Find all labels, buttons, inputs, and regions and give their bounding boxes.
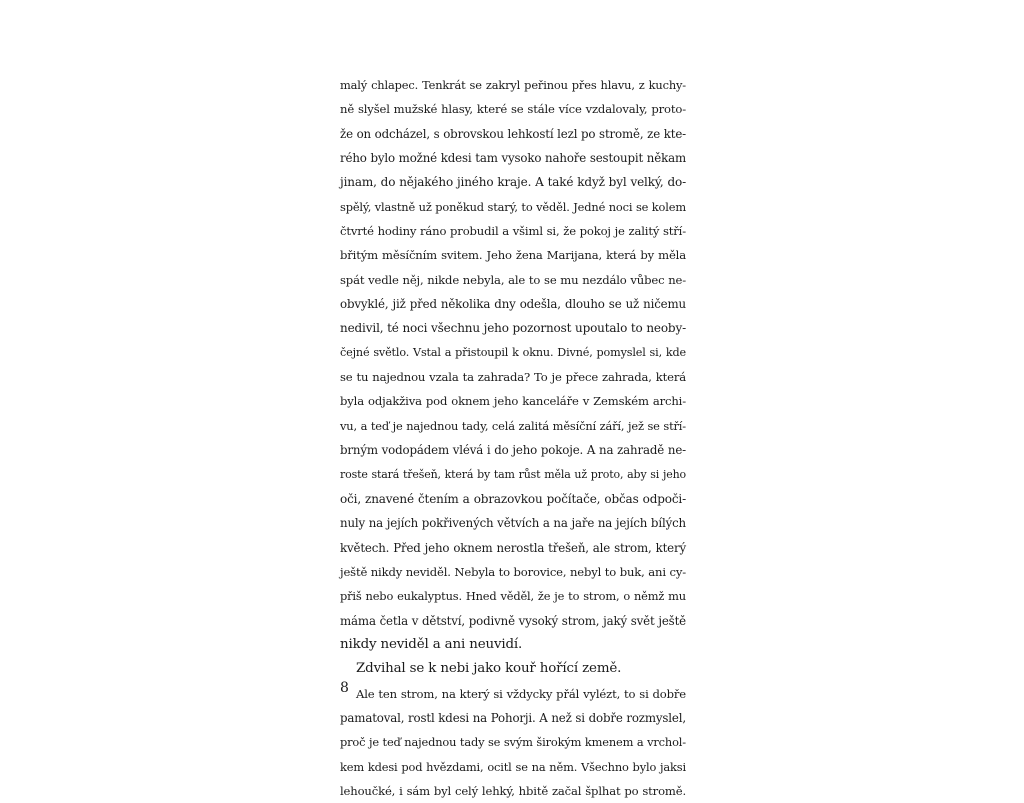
text-line: brným vodopádem vlévá i do jeho pokoje. A na zahradě ne- [340, 443, 686, 458]
text-line: nuly na jejích pokřivených větvích a na jaře na jejích bílých [340, 516, 686, 531]
text-line: nikdy neviděl a ani neuvidí. [340, 636, 523, 652]
text-line: ještě nikdy neviděl. Nebyla to borovice, nebyl to buk, ani cy- [340, 564, 686, 579]
text-line: malý chlapec. Tenkrát se zakryl peřinou přes hlavu, z kuchy- [340, 78, 686, 92]
text-line: se tu najednou vzala ta zahrada? To je přece zahrada, která [340, 370, 686, 385]
text-line: oči, znavené čtením a obrazovkou počítače, občas odpoči- [340, 491, 686, 506]
text-line: Ale ten strom, na který si vždycky přál vylézt, to si dobře [356, 686, 686, 701]
text-line: roste stará třešeň, která by tam růst měla už proto, aby si jeho [340, 467, 686, 481]
text-line: čejné světlo. Vstal a přistoupil k oknu. Divné, pomyslel si, kde [340, 345, 686, 359]
text-line: čtvrté hodiny ráno probudil a všiml si, že pokoj je zalitý stří- [340, 224, 686, 239]
text-line: Zdvihal se k nebi jako kouř hořící země. [356, 661, 622, 677]
text-line: rého bylo možné kdesi tam vysoko nahoře sestoupit někam [340, 151, 686, 166]
text-line: byla odjakživa pod oknem jeho kanceláře v Zemském archi- [340, 394, 686, 409]
text-line: pamatoval, rostl kdesi na Pohorji. A než si dobře rozmyslel, [340, 710, 686, 725]
page-number: 8 [340, 680, 349, 696]
text-line: břitým měsíčním svitem. Jeho žena Marijana, která by měla [340, 248, 686, 263]
text-line: obvyklé, již před několika dny odešla, dlouho se už ničemu [340, 297, 686, 312]
text-line: vu, a teď je najednou tady, celá zalitá měsíční září, jež se stří- [340, 418, 686, 433]
text-line: nedivil, té noci všechnu jeho pozornost upoutalo to neoby- [340, 321, 686, 336]
text-line: proč je teď najednou tady se svým širokým kmenem a vrchol- [340, 735, 686, 750]
text-line: spělý, vlastně už poněkud starý, to věděl. Jedné noci se kolem [340, 199, 686, 214]
body-text [340, 73, 686, 803]
text-line: přiš nebo eukalyptus. Hned věděl, že je to strom, o němž mu [340, 589, 686, 604]
text-line: lehoučké, i sám byl celý lehký, hbitě začal šplhat po stromě. [340, 783, 686, 798]
text-line: ně slyšel mužské hlasy, které se stále více vzdalovaly, proto- [340, 102, 686, 117]
text-line: kem kdesi pod hvězdami, ocitl se na něm. Všechno bylo jaksi [340, 759, 686, 774]
text-line: že on odcházel, s obrovskou lehkostí lezl po stromě, ze kte- [340, 126, 686, 141]
text-line: květech. Před jeho oknem nerostla třešeň, ale strom, který [340, 540, 686, 555]
text-line: spát vedle něj, nikde nebyla, ale to se mu nezdálo vůbec ne- [340, 272, 686, 287]
text-line: jinam, do nějakého jiného kraje. A také když byl velký, do- [340, 175, 686, 190]
text-line: máma četla v dětství, podivně vysoký strom, jaký svět ještě [340, 613, 686, 628]
